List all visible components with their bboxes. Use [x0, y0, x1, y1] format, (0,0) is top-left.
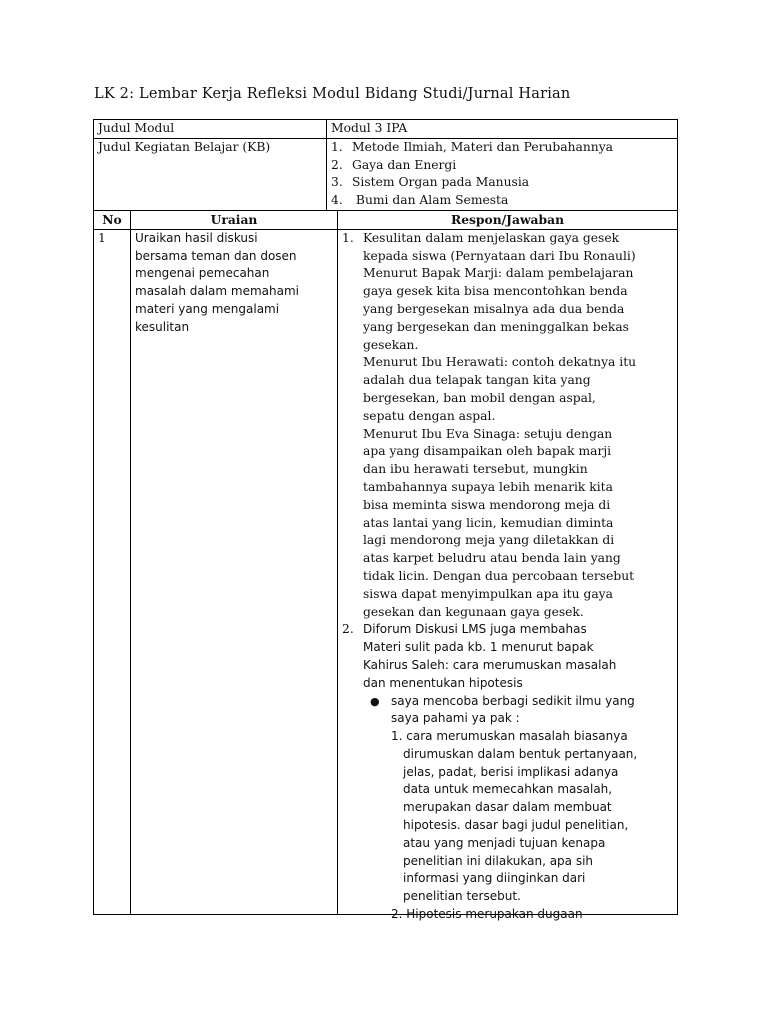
text-line: atas karpet beludru atau benda lain yang — [363, 551, 621, 566]
text-line: hipotesis. dasar bagi judul penelitian, — [403, 818, 629, 833]
entry-row — [94, 230, 677, 922]
activity-item — [331, 157, 673, 175]
response-item-number: 2. — [342, 622, 354, 637]
bullet-text — [391, 693, 637, 924]
text-line: Menurut Ibu Eva Sinaga: setuju dengan — [363, 426, 613, 441]
activity-item — [331, 174, 673, 192]
text-line: 2. Hipotesis merupakan dugaan — [391, 907, 583, 922]
text-line: Kahirus Saleh: cara merumuskan masalah — [363, 657, 617, 672]
text-line: apa yang disampaikan oleh bapak marji — [363, 444, 612, 459]
text-line: gesekan. — [363, 337, 419, 352]
text-line: tambahannya supaya lebih menarik kita — [363, 479, 613, 494]
activity-item-text: Metode Ilmiah, Materi dan Perubahannya — [352, 139, 613, 154]
response-item — [342, 230, 675, 622]
page-title: LK 2: Lembar Kerja Refleksi Modul Bidang Studi/Jurnal Harian — [94, 86, 571, 102]
text-line: kepada siswa (Pernyataan dari Ibu Ronauli) — [363, 248, 636, 263]
module-value: Modul 3 IPA — [326, 120, 677, 138]
text-line: Diforum Diskusi LMS juga membahas — [363, 622, 587, 637]
text-line: merupakan dasar dalam membuat — [403, 800, 612, 815]
bullet-icon: ● — [370, 694, 380, 708]
activity-item-number: 4. — [331, 193, 343, 208]
text-line: informasi yang diinginkan dari — [403, 871, 586, 886]
text-line: lagi mendorong meja yang diletakkan di — [363, 533, 615, 548]
text-line: materi yang mengalami — [135, 301, 280, 316]
response-item-text — [363, 621, 616, 692]
text-line: bisa meminta siswa mendorong meja di — [363, 497, 611, 512]
text-line: jelas, padat, berisi implikasi adanya — [403, 764, 619, 779]
header-no: No — [102, 211, 122, 227]
worksheet-table — [93, 119, 678, 922]
entry-description — [130, 230, 337, 914]
text-line: siswa dapat menyimpulkan apa itu gaya — [363, 586, 613, 601]
activity-item-number: 2. — [331, 157, 343, 172]
activity-item-text: Sistem Organ pada Manusia — [352, 175, 530, 190]
response-item — [342, 621, 675, 692]
activity-item-number: 3. — [331, 175, 343, 190]
text-line: 1. cara merumuskan masalah biasanya — [391, 729, 628, 744]
activity-list — [326, 139, 677, 210]
text-line: data untuk memecahkan masalah, — [403, 782, 613, 797]
activity-item-number: 1. — [331, 139, 343, 154]
activity-item-text: Bumi dan Alam Semesta — [352, 193, 509, 208]
text-line: yang bergesekan misalnya ada dua benda — [363, 301, 625, 316]
text-line: atas lantai yang licin, kemudian diminta — [363, 515, 614, 530]
text-line: mengenai pemecahan — [135, 266, 270, 281]
text-line: Uraikan hasil diskusi — [135, 230, 258, 245]
text-line: Menurut Ibu Herawati: contoh dekatnya itu — [363, 355, 637, 370]
text-line: dan ibu herawati tersebut, mungkin — [363, 462, 588, 477]
text-line: adalah dua telapak tangan kita yang — [363, 373, 591, 388]
activity-label: Judul Kegiatan Belajar (KB) — [98, 139, 271, 154]
text-line: saya pahami ya pak : — [391, 711, 520, 726]
text-line: dirumuskan dalam bentuk pertanyaan, — [403, 746, 638, 761]
activity-item-text: Gaya dan Energi — [352, 157, 457, 172]
module-label: Judul Modul — [98, 121, 175, 135]
response-bullet — [370, 693, 675, 924]
header-row — [94, 211, 677, 230]
text-line: Menurut Bapak Marji: dalam pembelajaran — [363, 266, 634, 281]
text-line: saya mencoba berbagi sedikit ilmu yang — [391, 693, 635, 708]
activity-item — [331, 139, 673, 157]
text-line: gaya gesek kita bisa mencontohkan benda — [363, 284, 628, 299]
entry-response — [337, 230, 677, 922]
text-line: gesekan dan kegunaan gaya gesek. — [363, 604, 584, 619]
entry-number: 1 — [98, 230, 106, 245]
text-line: masalah dalam memahami — [135, 284, 300, 299]
text-line: bergesekan, ban mobil dengan aspal, — [363, 390, 596, 405]
text-line: kesulitan — [135, 319, 190, 334]
response-item-number: 1. — [342, 230, 354, 245]
response-item-text — [363, 230, 636, 622]
text-line: yang bergesekan dan meninggalkan bekas — [363, 319, 629, 334]
header-respon: Respon/Jawaban — [337, 211, 677, 229]
text-line: Materi sulit pada kb. 1 menurut bapak — [363, 640, 594, 655]
text-line: Kesulitan dalam menjelaskan gaya gesek — [363, 230, 620, 245]
activity-row — [94, 139, 677, 211]
activity-item — [331, 192, 673, 210]
module-row — [94, 120, 677, 139]
text-line: atau yang menjadi tujuan kenapa — [403, 835, 606, 850]
header-uraian: Uraian — [130, 211, 337, 229]
text-line: sepatu dengan aspal. — [363, 408, 496, 423]
text-line: dan menentukan hipotesis — [363, 675, 523, 690]
text-line: bersama teman dan dosen — [135, 248, 297, 263]
text-line: tidak licin. Dengan dua percobaan tersebut — [363, 568, 635, 583]
text-line: penelitian tersebut. — [403, 889, 521, 904]
text-line: penelitian ini dilakukan, apa sih — [403, 853, 594, 868]
